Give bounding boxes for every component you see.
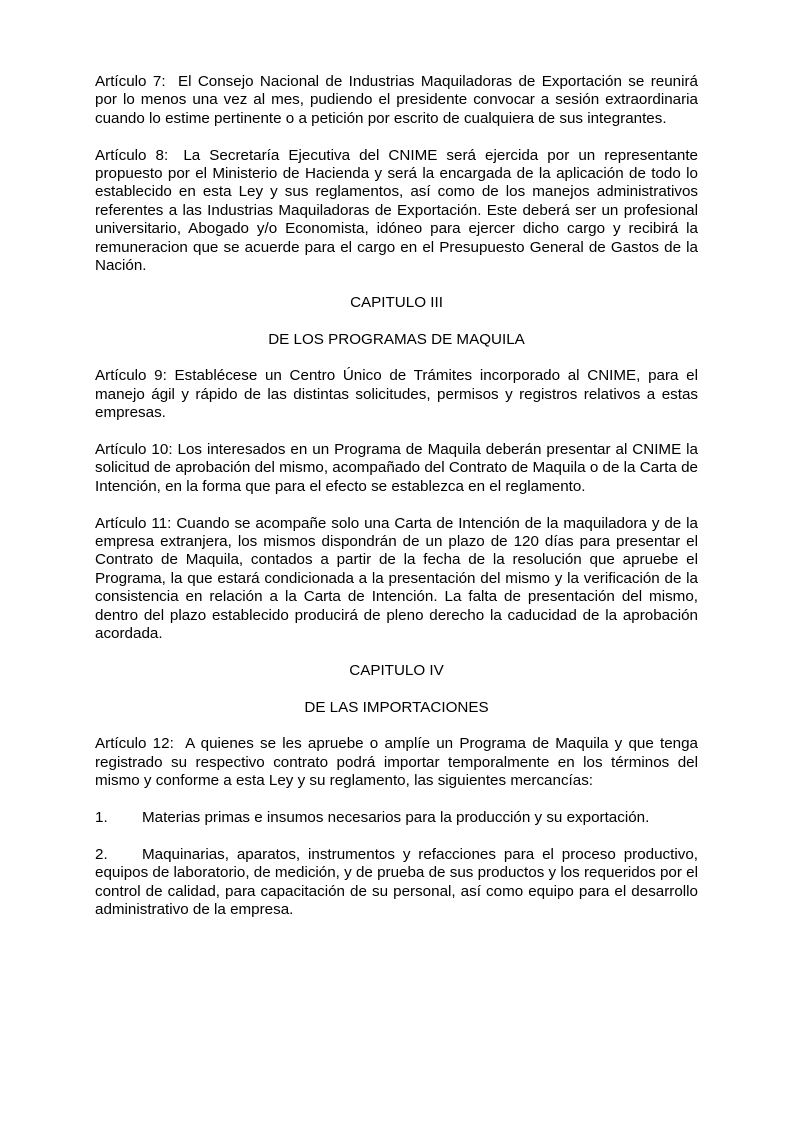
article-10 bbox=[95, 441, 698, 496]
list-item bbox=[95, 846, 698, 920]
article-label: Artículo 11: bbox=[95, 514, 172, 532]
article-11 bbox=[95, 515, 698, 644]
list-number: 2. bbox=[95, 845, 108, 863]
article-8 bbox=[95, 147, 698, 276]
article-text: El Consejo Nacional de Industrias Maquiladoras de Exportación se reunirá por lo menos una vez al mes, pudiendo el presidente convocar a sesión extraordinaria cuando lo estime pertinente o a petición por escrito de cualquiera de sus integrantes. bbox=[95, 73, 699, 127]
chapter-title: DE LOS PROGRAMAS DE MAQUILA bbox=[268, 330, 525, 348]
article-text: Los interesados en un Programa de Maquila deberán presentar al CNIME la solicitud de aprobación del mismo, acompañado del Contrato de Maquila o de la Carta de Intención, en la forma que para el efecto se establezca en el reglamento. bbox=[95, 441, 698, 495]
chapter-heading: CAPITULO III bbox=[350, 293, 443, 311]
chapter-heading: CAPITULO IV bbox=[349, 661, 444, 679]
article-label: Artículo 9: bbox=[95, 367, 167, 385]
list-text: Maquinarias, aparatos, instrumentos y refacciones para el proceso productivo, equipos de laboratorio, de medición, y de prueba de sus productos y los requeridos por el control de calidad, para capacitación de su personal, así como equipo para el desarrollo administrativo de la empresa. bbox=[95, 845, 698, 919]
article-9 bbox=[95, 367, 698, 422]
article-text: Establécese un Centro Único de Trámites incorporado al CNIME, para el manejo ágil y rápido de las distintas solicitudes, permisos y registros relativos a estas empresas. bbox=[95, 367, 698, 422]
article-label: Artículo 7: bbox=[95, 73, 166, 90]
chapter-title: DE LAS IMPORTACIONES bbox=[304, 698, 489, 716]
article-text: Cuando se acompañe solo una Carta de Intención de la maquiladora y de la empresa extranjera, los mismos dispondrán de un plazo de 120 días para presentar el Contrato de Maquila, contados a partir de la fecha de la resolución que apruebe el Programa, la que estará condicionada a la presentación del mismo y la verificación de la consistencia en relación a la Carta de Intención. La falta de presentación del mismo, dentro del plazo establecido producirá de pleno derecho la caducidad de la aprobación acordada. bbox=[95, 514, 698, 643]
list-item bbox=[95, 809, 698, 827]
article-label: Artículo 8: bbox=[95, 146, 169, 164]
list-number: 1. bbox=[95, 809, 108, 827]
article-7 bbox=[95, 73, 698, 128]
article-text: La Secretaría Ejecutiva del CNIME será ejercida por un representante propuesto por el Ministerio de Hacienda y será la encargada de la aplicación de todo lo establecido en esta Ley y sus reglamentos, así como de los manejos administrativos referentes a las Industrias Maquiladoras de Exportación. Este deberá ser un profesional universitario, Abogado y/o Economista, idóneo para ejercer dicho cargo y recibirá la remuneracion que se acuerde para el cargo en el Presupuesto General de Gastos de la Nación. bbox=[95, 146, 699, 275]
article-label: Artículo 12: bbox=[95, 735, 174, 753]
article-text: A quienes se les apruebe o amplíe un Programa de Maquila y que tenga registrado su respectivo contrato podrá importar temporalmente en los términos del mismo y conforme a esta Ley y su reglamento, las siguientes mercancías: bbox=[95, 735, 698, 790]
list-text: Materias primas e insumos necesarios para la producción y su exportación. bbox=[142, 809, 650, 827]
article-label: Artículo 10: bbox=[95, 441, 173, 459]
article-12 bbox=[95, 735, 698, 790]
